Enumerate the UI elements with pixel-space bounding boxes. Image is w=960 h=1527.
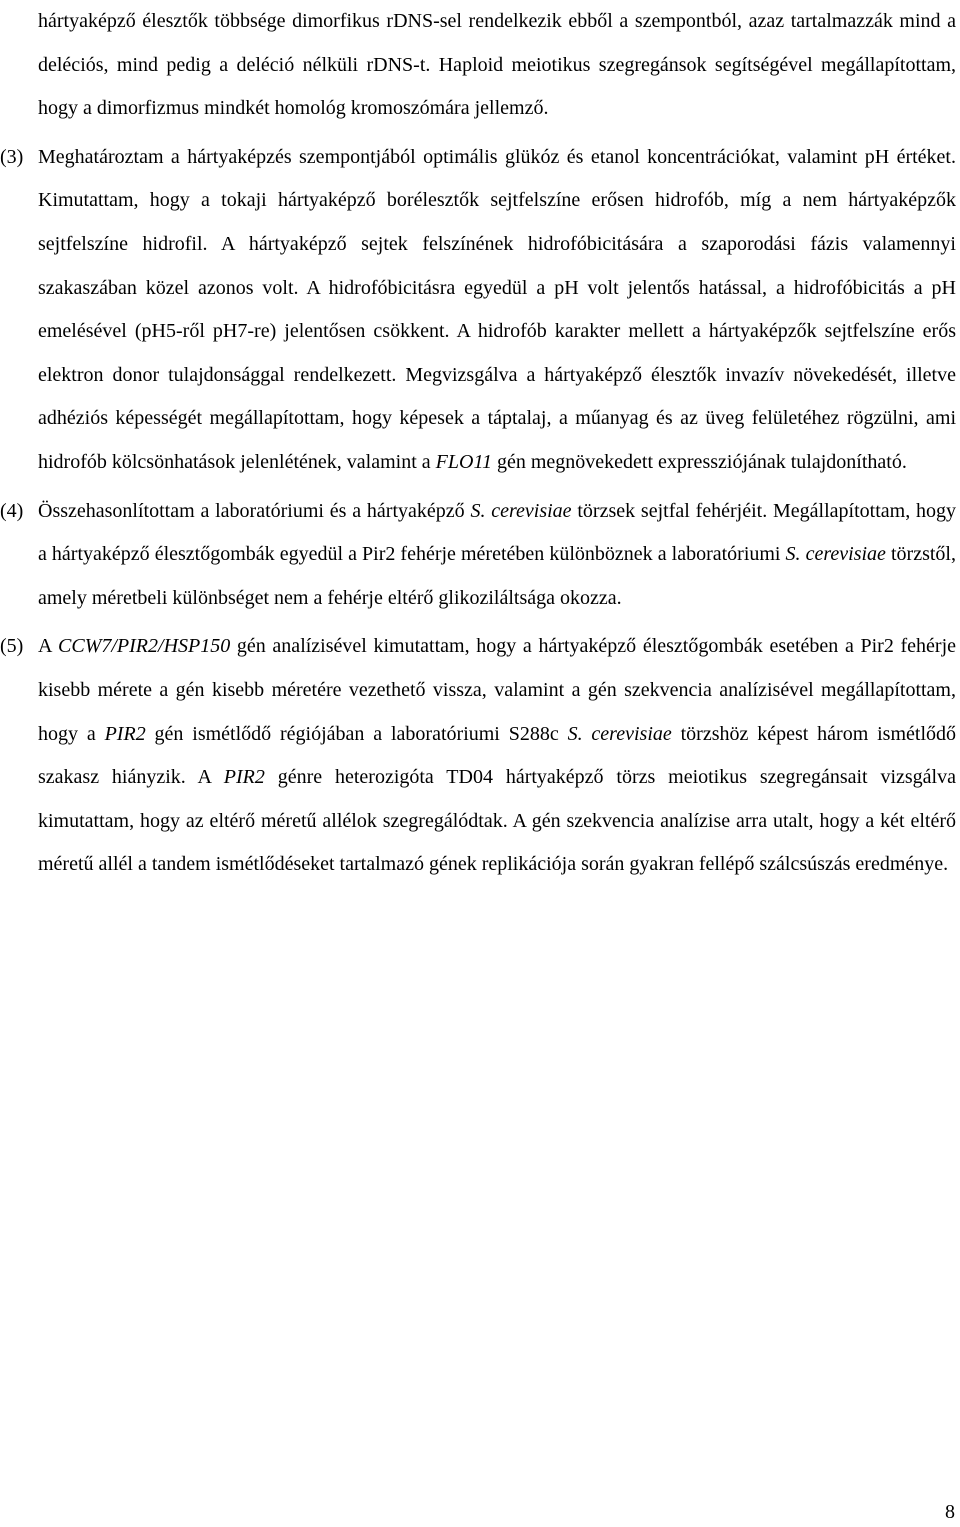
text-run: Meghatároztam a hártyaképzés szempontjából optimális glükóz és etanol koncentrációkat, valamint pH értéket. Kimutattam, hogy a tokaji hártyaképző borélesztők sejtfelszíne erősen hidrofób, míg a nem hártyaképzők sejtfelszíne hidrofil. A hártyaképző sejtek felszínének hidrofóbicitására a szaporodási fázis valamennyi szakaszában közel azonos volt. A hidrofóbicitásra egyedül a pH volt jelentős hatással, a hidrofóbicitás a pH emelésével (pH5-ről pH7-re) jelentősen csökkent. A hidrofób karakter mellett a hártyaképzők sejtfelszíne erős elektron donor tulajdonsággal rendelkezett. Megvizsgálva a hártyaképző élesztők invazív növekedését, illetve adhéziós képességét megállapítottam, hogy képesek a táptalaj, a műanyag és az üveg felületéhez rögzülni, ami hidrofób kölcsönhatások jelenlétének, valamint a <box>38 145 956 473</box>
text-run: törzsek sejtfal fehérjéit. Megállapítottam, hogy a hártyaképző élesztőgombák egyedül a Pir2 fehérje méretében különböznek a laboratóriumi <box>38 499 956 566</box>
italic-term: S. cerevisiae <box>785 543 886 566</box>
item-number: (5) <box>0 635 24 658</box>
list-item-4 <box>0 490 956 621</box>
item-number: (3) <box>0 145 24 168</box>
text-run: A <box>38 635 59 658</box>
text-run: Összehasonlítottam a laboratóriumi és a hártyaképző <box>38 499 471 522</box>
list-item-5 <box>0 625 957 887</box>
italic-term: PIR2 <box>104 722 146 745</box>
text-run: génre heterozigóta TD04 hártyaképző törzs meiotikus szegregánsait vizsgálva kimutattam, hogy az eltérő méretű allélok szegregálódtak. A gén szekvencia analízise arra utalt, hogy a két eltérő méretű allél a tandem ismétlődéseket tartalmazó gének replikációja során gyakran fellépő szálcsúszás eredménye. <box>38 766 956 876</box>
text-run: gén ismétlődő régiójában a laboratóriumi S288c <box>145 722 568 745</box>
italic-term: PIR2 <box>223 766 265 789</box>
italic-term: S. cerevisiae <box>567 722 672 745</box>
text-run: hártyaképző élesztők többsége dimorfikus rDNS-sel rendelkezik ebből a szempontból, azaz tartalmazzák mind a deléciós, mind pedig a deléció nélküli rDNS-t. Haploid meiotikus szegregánsok segítségével megállapítottam, hogy a dimorfizmus mindkét homológ kromoszómára jellemző. <box>38 10 956 120</box>
text-run: gén megnövekedett expressziójának tulajdonítható. <box>491 450 907 473</box>
italic-term: CCW7/PIR2/HSP150 <box>58 635 231 658</box>
item-paragraph-3 <box>38 136 956 485</box>
text-run: törzstől, amely méretbeli különbséget nem a fehérje eltérő glikoziláltsága okozza. <box>38 543 956 609</box>
text-run: törzshöz képest három ismétlődő szakasz hiányzik. A <box>38 722 957 789</box>
intro-paragraph <box>38 0 956 131</box>
page-number: 8 <box>945 1501 955 1523</box>
list-item-3 <box>0 136 956 485</box>
text-run: gén analízisével kimutattam, hogy a hártyaképző élesztőgombák esetében a Pir2 fehérje kisebb mérete a gén kisebb méretére vezethető vissza, valamint a gén szekvencia analízisével megállapítottam, hogy a <box>38 635 957 745</box>
item-number: (4) <box>0 499 24 522</box>
italic-term: S. cerevisiae <box>470 499 572 522</box>
item-paragraph-4 <box>38 490 956 621</box>
italic-term: FLO11 <box>435 450 492 473</box>
item-paragraph-5 <box>38 625 956 887</box>
